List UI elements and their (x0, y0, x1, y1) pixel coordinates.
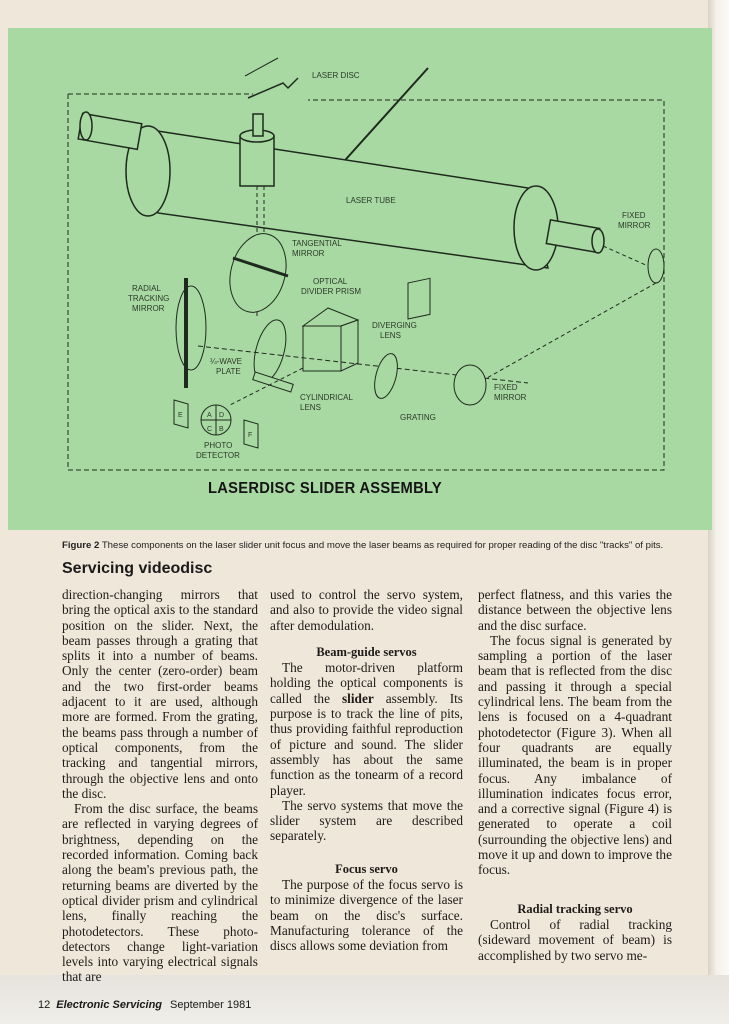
laser-disc-edge (338, 68, 428, 168)
figure-panel (8, 28, 712, 530)
page-footer (38, 999, 672, 1012)
paragraph: From the disc surface, the beams are reflected in varying degrees of brightness, depending on the recorded information. Coming back along the beam's previous path, the returning beams are diverted by the optical divider prism and cylindrical lens, finally reaching the photodetectors. These photo-detectors change light-variation levels into varying electrical signals that are (62, 801, 258, 985)
quadrant-b: B (219, 426, 224, 433)
figure-caption (62, 540, 672, 551)
label-laser-disc: LASER DISC (312, 71, 360, 80)
paragraph: perfect flatness, and this varies the distance between the objective lens and the disc surface. (478, 587, 672, 633)
label-quarter-wave-plate-2: PLATE (216, 367, 241, 376)
caption-text: These components on the laser slider unit focus and move the laser beams as required for proper reading of the disc "tracks" of pits. (99, 540, 664, 551)
label-cylindrical-lens: CYLINDRICAL (300, 393, 353, 402)
text: assembly. Its purpose is to track the line of pits, thus providing faithful reproduction of picture and sound. The slider assembly has about the same function as the tonearm of a record player. (270, 690, 463, 798)
subheading-radial-tracking-servo: Radial tracking servo (517, 901, 633, 916)
laserdisc-slider-diagram (8, 28, 712, 530)
column-3 (478, 587, 672, 963)
paragraph: Control of radial tracking (sideward movement of beam) is accomplished by two servo me- (478, 916, 672, 963)
radial-tracking-mirror (176, 286, 206, 370)
label-tangential-mirror-2: MIRROR (292, 249, 325, 258)
label-optical-divider-prism-2: DIVIDER PRISM (301, 287, 362, 296)
label-radial-tracking-mirror: RADIAL (132, 284, 161, 293)
subheading-focus-servo: Focus servo (335, 861, 398, 876)
figure-title: LASERDISC SLIDER ASSEMBLY (208, 480, 443, 497)
page-number: 12 (38, 998, 51, 1011)
label-cylindrical-lens-2: LENS (300, 403, 321, 412)
paragraph: The focus signal is generated by sampling a portion of the laser beam that is reflected from the disc and passing it through a special cylindrical lens. The beam from the lens is focused on a 4-quadrant photodetector (Figure 3). When all four quadrants are equally illuminated, the beam is in proper focus. Any imbalance of illumination indicates focus error, and a corrective signal (Figure 4) is generated to operate a coil (surrounding the objective lens) and move it up and down to improve the focus. (478, 632, 672, 878)
label-radial-tracking-mirror-3: MIRROR (132, 304, 165, 313)
label-laser-tube: LASER TUBE (346, 196, 396, 205)
label-fixed-mirror-bottom: FIXED (494, 383, 518, 392)
article-heading: Servicing videodisc (62, 560, 213, 577)
article-flow (38, 540, 672, 1012)
detector-f: F (248, 432, 253, 439)
column-1 (62, 587, 258, 985)
label-photo-detector-2: DETECTOR (196, 451, 240, 460)
label-fixed-mirror-top: FIXED (622, 211, 646, 220)
objective-lens (240, 114, 274, 186)
label-grating: GRATING (400, 413, 436, 422)
paragraph: used to control the servo system, and also to provide the video signal after demodulation. (270, 587, 463, 633)
laser-disc (248, 78, 298, 98)
subheading-beam-guide-servos: Beam-guide servos (316, 644, 417, 659)
fixed-mirror-bottom (454, 365, 486, 405)
grating (408, 278, 430, 319)
column-2 (270, 587, 463, 954)
label-radial-tracking-mirror-2: TRACKING (128, 294, 170, 303)
paragraph (270, 660, 463, 798)
label-quarter-wave-plate: ¼-WAVE (210, 357, 243, 366)
detector-e: E (178, 412, 183, 419)
paragraph: The servo systems that move the slider system are described separately. (270, 797, 463, 844)
beam-path (478, 283, 656, 383)
paragraph: direction-changing mirrors that bring the optical axis to the standard position on the slider. Next, the beam passes through a grating that splits it into a number of beams. Only the center (zero-order) beam and the two first-order beams adjacent to it are used, although more are formed. From the grating, the beams pass through a number of optical components, from the tracking and tangential mirrors, through the objective lens and onto the disc. (62, 587, 258, 801)
publication-name: Electronic Servicing (56, 998, 163, 1011)
label-optical-divider-prism: OPTICAL (313, 277, 348, 286)
quadrant-d: D (219, 412, 225, 419)
text: The motor-driven platform holding the optical components is called the (270, 660, 463, 706)
laser-disc-pointer (245, 58, 278, 76)
quadrant-a: A (207, 412, 212, 419)
label-diverging-lens: DIVERGING (372, 321, 417, 330)
label-photo-detector: PHOTO (204, 441, 233, 450)
optical-divider-prism (303, 308, 358, 371)
beam-path (603, 246, 648, 266)
caption-label: Figure 2 (62, 540, 100, 551)
label-fixed-mirror-top-2: MIRROR (618, 221, 651, 230)
paragraph: The purpose of the focus servo is to minimize divergence of the laser beam on the disc's surface. Manufacturing tolerance of the discs allows some deviation from (270, 877, 463, 954)
diverging-lens (370, 351, 401, 401)
fixed-mirror-top (648, 249, 664, 283)
article-columns (62, 587, 672, 985)
bold-term: slider (341, 690, 374, 706)
quadrant-c: C (207, 426, 213, 433)
label-fixed-mirror-bottom-2: MIRROR (494, 393, 527, 402)
label-tangential-mirror: TANGENTIAL (292, 239, 342, 248)
label-diverging-lens-2: LENS (380, 331, 401, 340)
issue-date: September 1981 (170, 998, 252, 1011)
